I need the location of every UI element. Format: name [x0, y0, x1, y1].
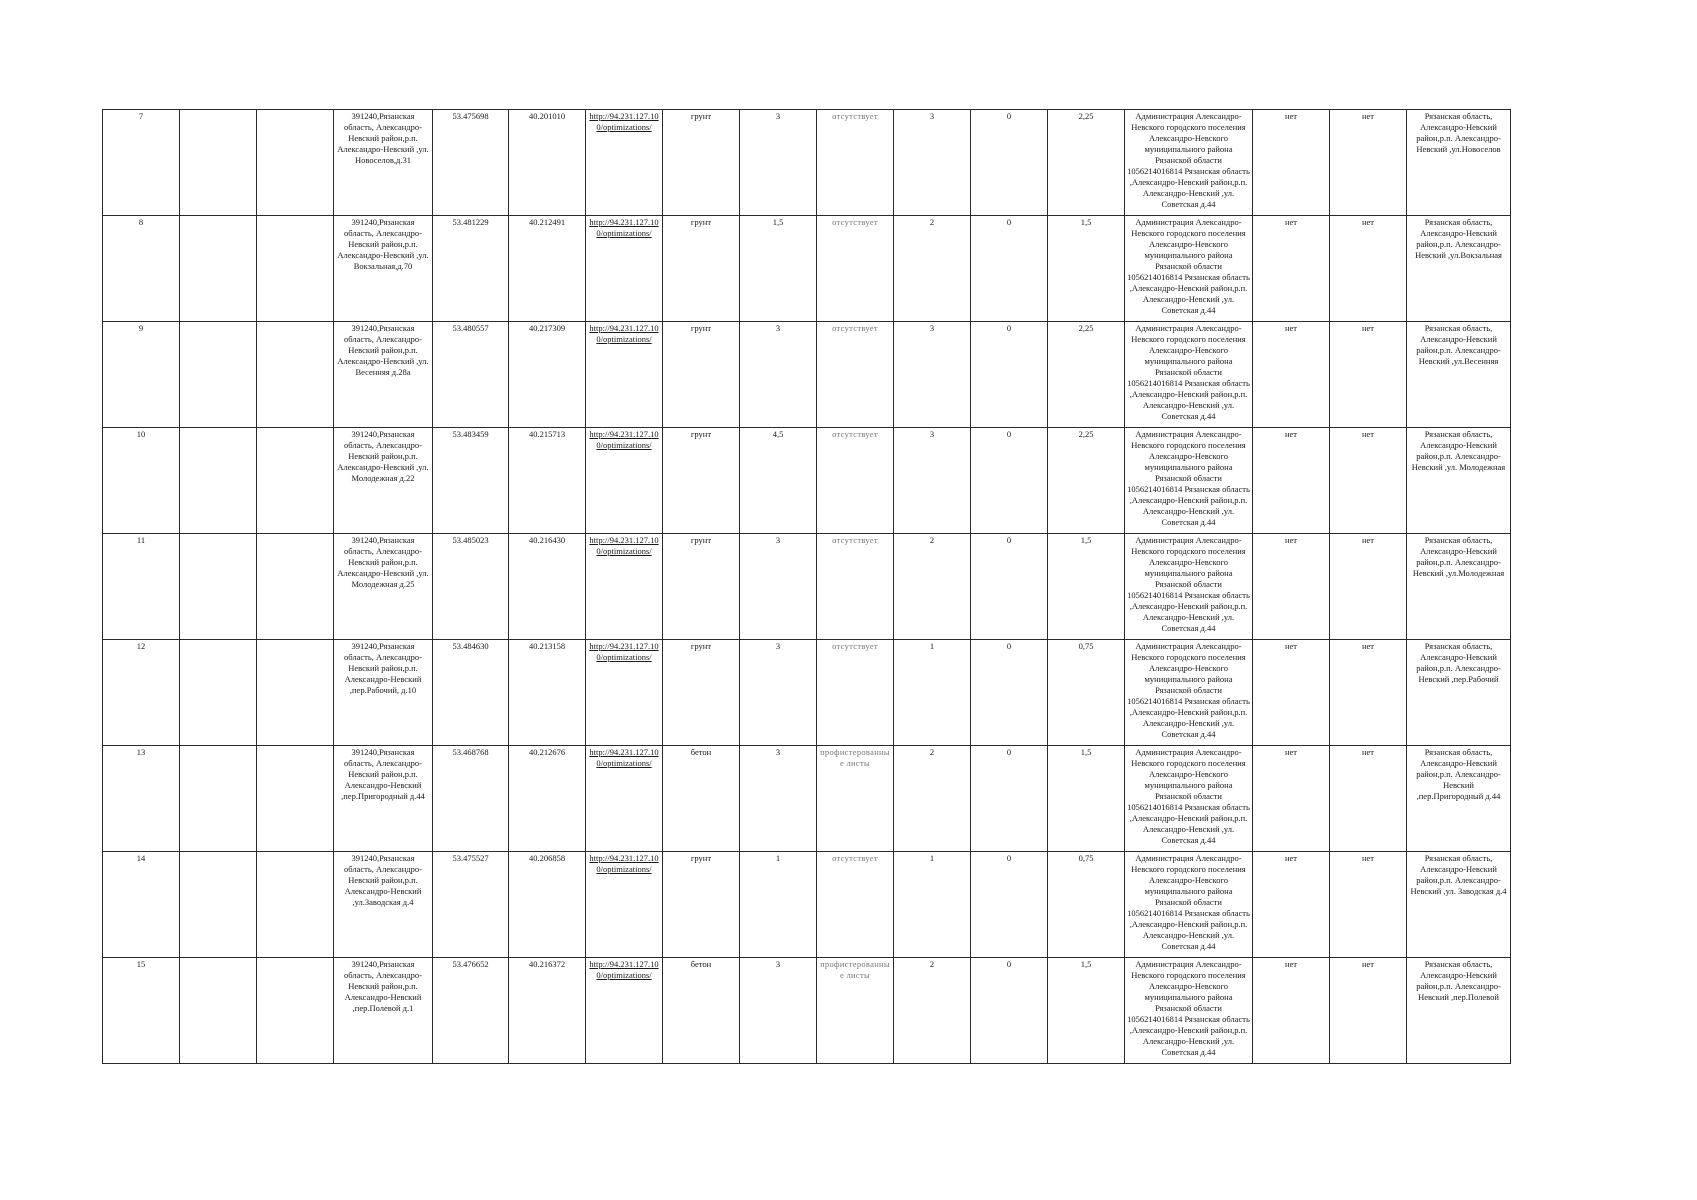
table-row: [103, 852, 1511, 958]
surface-cell: грунт: [663, 216, 740, 322]
latitude-cell: 53.484630: [433, 640, 509, 746]
table-row: [103, 534, 1511, 640]
empty-cell: [180, 322, 257, 428]
map-link-cell[interactable]: http://94.231.127.10 0/optimizations/: [586, 852, 663, 958]
area-cell: 4,5: [740, 428, 817, 534]
address-cell: 391240,Рязанская область, Александро-Невский район,р.п. Александро-Невский ,ул. Молодежная д.22: [334, 428, 433, 534]
cover-cell: отсутствует: [817, 322, 894, 428]
address-cell: 391240,Рязанская область, Александро-Невский район,р.п. Александро-Невский ,ул. Новоселов,д.31: [334, 110, 433, 216]
owner-cell: Администрация Александро-Невского городского поселения Александро-Невского муниципального района Рязанской области 1056214016814 Рязанская область ,Александро-Невский район,р.п. Александро-Невский ,ул. Советская д.44: [1125, 534, 1253, 640]
row-number-cell: 13: [103, 746, 180, 852]
row-number-cell: 9: [103, 322, 180, 428]
cover-cell: отсутствует: [817, 216, 894, 322]
owner-cell: Администрация Александро-Невского городского поселения Александро-Невского муниципального района Рязанской области 1056214016814 Рязанская область ,Александро-Невский район,р.п. Александро-Невский ,ул. Советская д.44: [1125, 322, 1253, 428]
source-address-cell: Рязанская область, Александро-Невский район,р.п. Александро-Невский ,ул. Молодежная: [1407, 428, 1511, 534]
zero-value-cell: 0: [971, 322, 1048, 428]
map-link-cell[interactable]: http://94.231.127.10 0/optimizations/: [586, 322, 663, 428]
surface-cell: грунт: [663, 534, 740, 640]
longitude-cell: 40.212491: [509, 216, 586, 322]
no-value-cell: нет: [1253, 110, 1330, 216]
map-link-cell[interactable]: http://94.231.127.10 0/optimizations/: [586, 216, 663, 322]
no-value-cell: нет: [1253, 852, 1330, 958]
empty-cell: [257, 216, 334, 322]
source-address-cell: Рязанская область, Александро-Невский район,р.п. Александро-Невский ,ул. Заводская д.4: [1407, 852, 1511, 958]
row-number-cell: 11: [103, 534, 180, 640]
area-cell: 3: [740, 640, 817, 746]
longitude-cell: 40.215713: [509, 428, 586, 534]
cover-cell: отсутствует: [817, 428, 894, 534]
longitude-cell: 40.201010: [509, 110, 586, 216]
no-value-cell: нет: [1330, 322, 1407, 428]
area-cell: 3: [740, 534, 817, 640]
volume-cell: 0,75: [1048, 852, 1125, 958]
zero-value-cell: 0: [971, 428, 1048, 534]
containers-count-cell: 3: [894, 428, 971, 534]
surface-cell: грунт: [663, 322, 740, 428]
map-link-cell[interactable]: http://94.231.127.10 0/optimizations/: [586, 746, 663, 852]
longitude-cell: 40.206858: [509, 852, 586, 958]
surface-cell: грунт: [663, 428, 740, 534]
address-cell: 391240,Рязанская область, Александро-Невский район,р.п. Александро-Невский ,пер.Рабочий, д.10: [334, 640, 433, 746]
longitude-cell: 40.213158: [509, 640, 586, 746]
empty-cell: [257, 534, 334, 640]
no-value-cell: нет: [1253, 640, 1330, 746]
no-value-cell: нет: [1253, 428, 1330, 534]
area-cell: 3: [740, 322, 817, 428]
map-link-cell[interactable]: http://94.231.127.10 0/optimizations/: [586, 958, 663, 1064]
table-row: [103, 958, 1511, 1064]
owner-cell: Администрация Александро-Невского городского поселения Александро-Невского муниципального района Рязанской области 1056214016814 Рязанская область ,Александро-Невский район,р.п. Александро-Невский ,ул. Советская д.44: [1125, 428, 1253, 534]
latitude-cell: 53.475698: [433, 110, 509, 216]
table-body: [103, 110, 1511, 1064]
owner-cell: Администрация Александро-Невского городского поселения Александро-Невского муниципального района Рязанской области 1056214016814 Рязанская область ,Александро-Невский район,р.п. Александро-Невский ,ул. Советская д.44: [1125, 746, 1253, 852]
owner-cell: Администрация Александро-Невского городского поселения Александро-Невского муниципального района Рязанской области 1056214016814 Рязанская область ,Александро-Невский район,р.п. Александро-Невский ,ул. Советская д.44: [1125, 110, 1253, 216]
area-cell: 1: [740, 852, 817, 958]
area-cell: 3: [740, 958, 817, 1064]
latitude-cell: 53.468768: [433, 746, 509, 852]
longitude-cell: 40.212676: [509, 746, 586, 852]
surface-cell: грунт: [663, 640, 740, 746]
table-row: [103, 428, 1511, 534]
latitude-cell: 53.476652: [433, 958, 509, 1064]
volume-cell: 1,5: [1048, 746, 1125, 852]
empty-cell: [180, 110, 257, 216]
empty-cell: [180, 746, 257, 852]
volume-cell: 1,5: [1048, 216, 1125, 322]
no-value-cell: нет: [1253, 746, 1330, 852]
zero-value-cell: 0: [971, 110, 1048, 216]
zero-value-cell: 0: [971, 640, 1048, 746]
empty-cell: [180, 958, 257, 1064]
address-cell: 391240,Рязанская область, Александро-Невский район,р.п. Александро-Невский ,ул. Молодежная д.25: [334, 534, 433, 640]
source-address-cell: Рязанская область, Александро-Невский район,р.п. Александро-Невский ,ул.Новоселов: [1407, 110, 1511, 216]
empty-cell: [257, 428, 334, 534]
containers-count-cell: 2: [894, 958, 971, 1064]
map-link-cell[interactable]: http://94.231.127.10 0/optimizations/: [586, 110, 663, 216]
longitude-cell: 40.216430: [509, 534, 586, 640]
no-value-cell: нет: [1330, 216, 1407, 322]
owner-cell: Администрация Александро-Невского городского поселения Александро-Невского муниципального района Рязанской области 1056214016814 Рязанская область ,Александро-Невский район,р.п. Александро-Невский ,ул. Советская д.44: [1125, 640, 1253, 746]
volume-cell: 2,25: [1048, 428, 1125, 534]
table-row: [103, 216, 1511, 322]
zero-value-cell: 0: [971, 852, 1048, 958]
longitude-cell: 40.217309: [509, 322, 586, 428]
address-cell: 391240,Рязанская область, Александро-Невский район,р.п. Александро-Невский ,пер.Пригородный д.44: [334, 746, 433, 852]
address-cell: 391240,Рязанская область, Александро-Невский район,р.п. Александро-Невский ,пер.Полевой д.1: [334, 958, 433, 1064]
source-address-cell: Рязанская область, Александро-Невский район,р.п. Александро-Невский ,ул.Вокзальная: [1407, 216, 1511, 322]
no-value-cell: нет: [1253, 216, 1330, 322]
no-value-cell: нет: [1253, 958, 1330, 1064]
row-number-cell: 12: [103, 640, 180, 746]
cover-cell: отсутствует: [817, 852, 894, 958]
cover-cell: отсутствует: [817, 110, 894, 216]
source-address-cell: Рязанская область, Александро-Невский район,р.п. Александро-Невский ,ул.Молодежная: [1407, 534, 1511, 640]
longitude-cell: 40.216372: [509, 958, 586, 1064]
containers-count-cell: 2: [894, 746, 971, 852]
empty-cell: [257, 746, 334, 852]
empty-cell: [257, 322, 334, 428]
surface-cell: грунт: [663, 110, 740, 216]
latitude-cell: 53.483459: [433, 428, 509, 534]
containers-count-cell: 2: [894, 534, 971, 640]
volume-cell: 1,5: [1048, 958, 1125, 1064]
table-row: [103, 322, 1511, 428]
containers-count-cell: 3: [894, 110, 971, 216]
table-row: [103, 110, 1511, 216]
cover-cell: отсутствует: [817, 534, 894, 640]
latitude-cell: 53.481229: [433, 216, 509, 322]
empty-cell: [257, 958, 334, 1064]
zero-value-cell: 0: [971, 534, 1048, 640]
empty-cell: [257, 852, 334, 958]
latitude-cell: 53.480557: [433, 322, 509, 428]
no-value-cell: нет: [1330, 110, 1407, 216]
empty-cell: [257, 640, 334, 746]
row-number-cell: 8: [103, 216, 180, 322]
waste-sites-table: [102, 109, 1511, 1064]
no-value-cell: нет: [1330, 640, 1407, 746]
volume-cell: 1,5: [1048, 534, 1125, 640]
source-address-cell: Рязанская область, Александро-Невский район,р.п. Александро-Невский ,пер.Полевой: [1407, 958, 1511, 1064]
volume-cell: 0,75: [1048, 640, 1125, 746]
address-cell: 391240,Рязанская область, Александро-Невский район,р.п. Александро-Невский ,ул. Весенняя д.28а: [334, 322, 433, 428]
table-row: [103, 746, 1511, 852]
empty-cell: [180, 852, 257, 958]
source-address-cell: Рязанская область, Александро-Невский район,р.п. Александро-Невский ,ул.Весенняя: [1407, 322, 1511, 428]
containers-count-cell: 1: [894, 640, 971, 746]
area-cell: 3: [740, 746, 817, 852]
zero-value-cell: 0: [971, 746, 1048, 852]
owner-cell: Администрация Александро-Невского городского поселения Александро-Невского муниципального района Рязанской области 1056214016814 Рязанская область ,Александро-Невский район,р.п. Александро-Невский ,ул. Советская д.44: [1125, 958, 1253, 1064]
map-link-cell[interactable]: http://94.231.127.10 0/optimizations/: [586, 428, 663, 534]
address-cell: 391240,Рязанская область, Александро-Невский район,р.п. Александро-Невский ,ул. Вокзальная,д.70: [334, 216, 433, 322]
empty-cell: [180, 428, 257, 534]
zero-value-cell: 0: [971, 958, 1048, 1064]
empty-cell: [180, 216, 257, 322]
surface-cell: грунт: [663, 852, 740, 958]
row-number-cell: 14: [103, 852, 180, 958]
address-cell: 391240,Рязанская область, Александро-Невский район,р.п. Александро-Невский ,ул.Заводская д.4: [334, 852, 433, 958]
no-value-cell: нет: [1330, 534, 1407, 640]
source-address-cell: Рязанская область, Александро-Невский район,р.п. Александро-Невский ,пер.Рабочий: [1407, 640, 1511, 746]
containers-count-cell: 1: [894, 852, 971, 958]
no-value-cell: нет: [1330, 852, 1407, 958]
map-link-cell[interactable]: http://94.231.127.10 0/optimizations/: [586, 534, 663, 640]
row-number-cell: 15: [103, 958, 180, 1064]
row-number-cell: 7: [103, 110, 180, 216]
area-cell: 1,5: [740, 216, 817, 322]
surface-cell: бетон: [663, 746, 740, 852]
containers-count-cell: 3: [894, 322, 971, 428]
surface-cell: бетон: [663, 958, 740, 1064]
no-value-cell: нет: [1253, 534, 1330, 640]
zero-value-cell: 0: [971, 216, 1048, 322]
latitude-cell: 53.485023: [433, 534, 509, 640]
owner-cell: Администрация Александро-Невского городского поселения Александро-Невского муниципального района Рязанской области 1056214016814 Рязанская область ,Александро-Невский район,р.п. Александро-Невский ,ул. Советская д.44: [1125, 852, 1253, 958]
table-row: [103, 640, 1511, 746]
empty-cell: [180, 640, 257, 746]
row-number-cell: 10: [103, 428, 180, 534]
no-value-cell: нет: [1330, 958, 1407, 1064]
source-address-cell: Рязанская область, Александро-Невский район,р.п. Александро-Невский ,пер.Пригородный д.44: [1407, 746, 1511, 852]
cover-cell: отсутствует: [817, 640, 894, 746]
no-value-cell: нет: [1330, 428, 1407, 534]
volume-cell: 2,25: [1048, 322, 1125, 428]
containers-count-cell: 2: [894, 216, 971, 322]
empty-cell: [257, 110, 334, 216]
volume-cell: 2,25: [1048, 110, 1125, 216]
area-cell: 3: [740, 110, 817, 216]
no-value-cell: нет: [1330, 746, 1407, 852]
empty-cell: [180, 534, 257, 640]
cover-cell: профистерованные листы: [817, 958, 894, 1064]
latitude-cell: 53.475527: [433, 852, 509, 958]
no-value-cell: нет: [1253, 322, 1330, 428]
owner-cell: Администрация Александро-Невского городского поселения Александро-Невского муниципального района Рязанской области 1056214016814 Рязанская область ,Александро-Невский район,р.п. Александро-Невский ,ул. Советская д.44: [1125, 216, 1253, 322]
map-link-cell[interactable]: http://94.231.127.10 0/optimizations/: [586, 640, 663, 746]
cover-cell: профистерованные листы: [817, 746, 894, 852]
